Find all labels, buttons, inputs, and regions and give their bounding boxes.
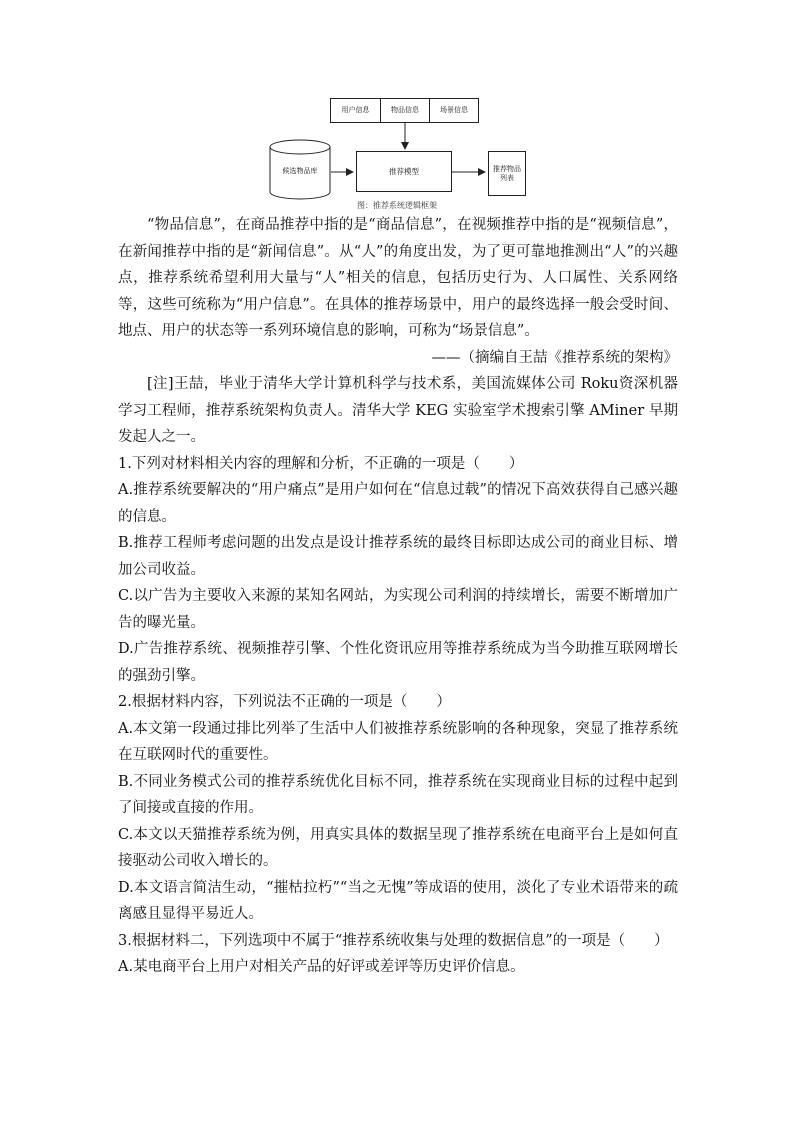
author-note: [注]王喆，毕业于清华大学计算机科学与技术系，美国流媒体公司 Roku资深机器学习工程师，推荐系统架构负责人。清华大学 KEG 实验室学术搜索引擎 AMiner 早期发起人之一。: [118, 376, 678, 445]
scene-info-label: 场景信息: [440, 106, 468, 115]
question-1-option-d: D.广告推荐系统、视频推荐引擎、个性化资讯应用等推荐系统成为当今助推互联网增长的强劲引擎。: [118, 641, 678, 684]
recommend-list-box: [488, 151, 526, 196]
user-info-box: [330, 98, 381, 123]
question-1-option-c: C.以广告为主要收入来源的某知名网站，为实现公司利润的持续增长，需要不断增加广告的曝光量。: [118, 588, 678, 631]
diagram-caption: 图：推荐系统逻辑框架: [357, 201, 437, 210]
question-1-option-b: B.推荐工程师考虑问题的出发点是设计推荐系统的最终目标即达成公司的商业目标、增加公司收益。: [118, 535, 678, 578]
question-2-option-d: D.本文语言简洁生动，“摧枯拉朽”“当之无愧”等成语的使用，淡化了专业术语带来的疏离感且显得平易近人。: [118, 879, 678, 922]
question-1-option-a: A.推荐系统要解决的“用户痛点”是用户如何在“信息过载”的情况下高效获得自己感兴趣的信息。: [118, 482, 678, 525]
logic-framework-diagram: [0, 0, 794, 215]
article-body: [118, 212, 678, 981]
question-2-option-c: C.本文以天猫推荐系统为例，用真实具体的数据呈现了推荐系统在电商平台上是如何直接驱动公司收入增长的。: [118, 826, 678, 869]
question-2-option-a: A.本文第一段通过排比列举了生活中人们被推荐系统影响的各种现象，突显了推荐系统在互联网时代的重要性。: [118, 720, 678, 763]
candidate-db-label: 候选物品库: [282, 166, 318, 175]
user-info-label: 用户信息: [341, 106, 370, 115]
recommend-list-label-2: 列表: [500, 173, 514, 182]
question-3-option-a: A.某电商平台上用户对相关产品的好评或差评等历史评价信息。: [118, 959, 525, 975]
question-1: 1.下列对材料相关内容的理解和分析，不正确的一项是（ ）: [118, 455, 524, 472]
attribution: ——（摘编自王喆《推荐系统的架构》: [431, 349, 678, 366]
scene-info-box: [429, 98, 479, 123]
recommend-model-label: 推荐模型: [389, 166, 419, 176]
item-info-box: [380, 98, 430, 123]
recommend-model-box: [356, 151, 452, 192]
paragraph-info-types: “物品信息”，在商品推荐中指的是“商品信息”，在视频推荐中指的是“视频信息”，在新闻推荐中指的是“新闻信息”。从“人”的角度出发，为了更可靠地推测出“人”的兴趣点，推荐系统希望利用大量与“人”相关的信息，包括历史行为、人口属性、关系网络等，这些可统称为“用户信息”。在具体的推荐场景中，用户的最终选择一般会受时间、地点、用户的状态等一系列环境信息的影响，可称为“场景信息”。: [118, 217, 678, 339]
candidate-db-label-wrap: [270, 160, 330, 182]
question-2-option-b: B.不同业务模式公司的推荐系统优化目标不同，推荐系统在实现商业目标的过程中起到了间接或直接的作用。: [118, 773, 678, 816]
recommend-list-label-1: 推荐物品: [493, 164, 521, 173]
question-2: 2.根据材料内容，下列说法不正确的一项是（ ）: [118, 694, 451, 710]
item-info-label: 物品信息: [391, 106, 419, 115]
question-3: 3.根据材料二，下列选项中不属于“推荐系统收集与处理的数据信息”的一项是（ ）: [118, 932, 669, 949]
